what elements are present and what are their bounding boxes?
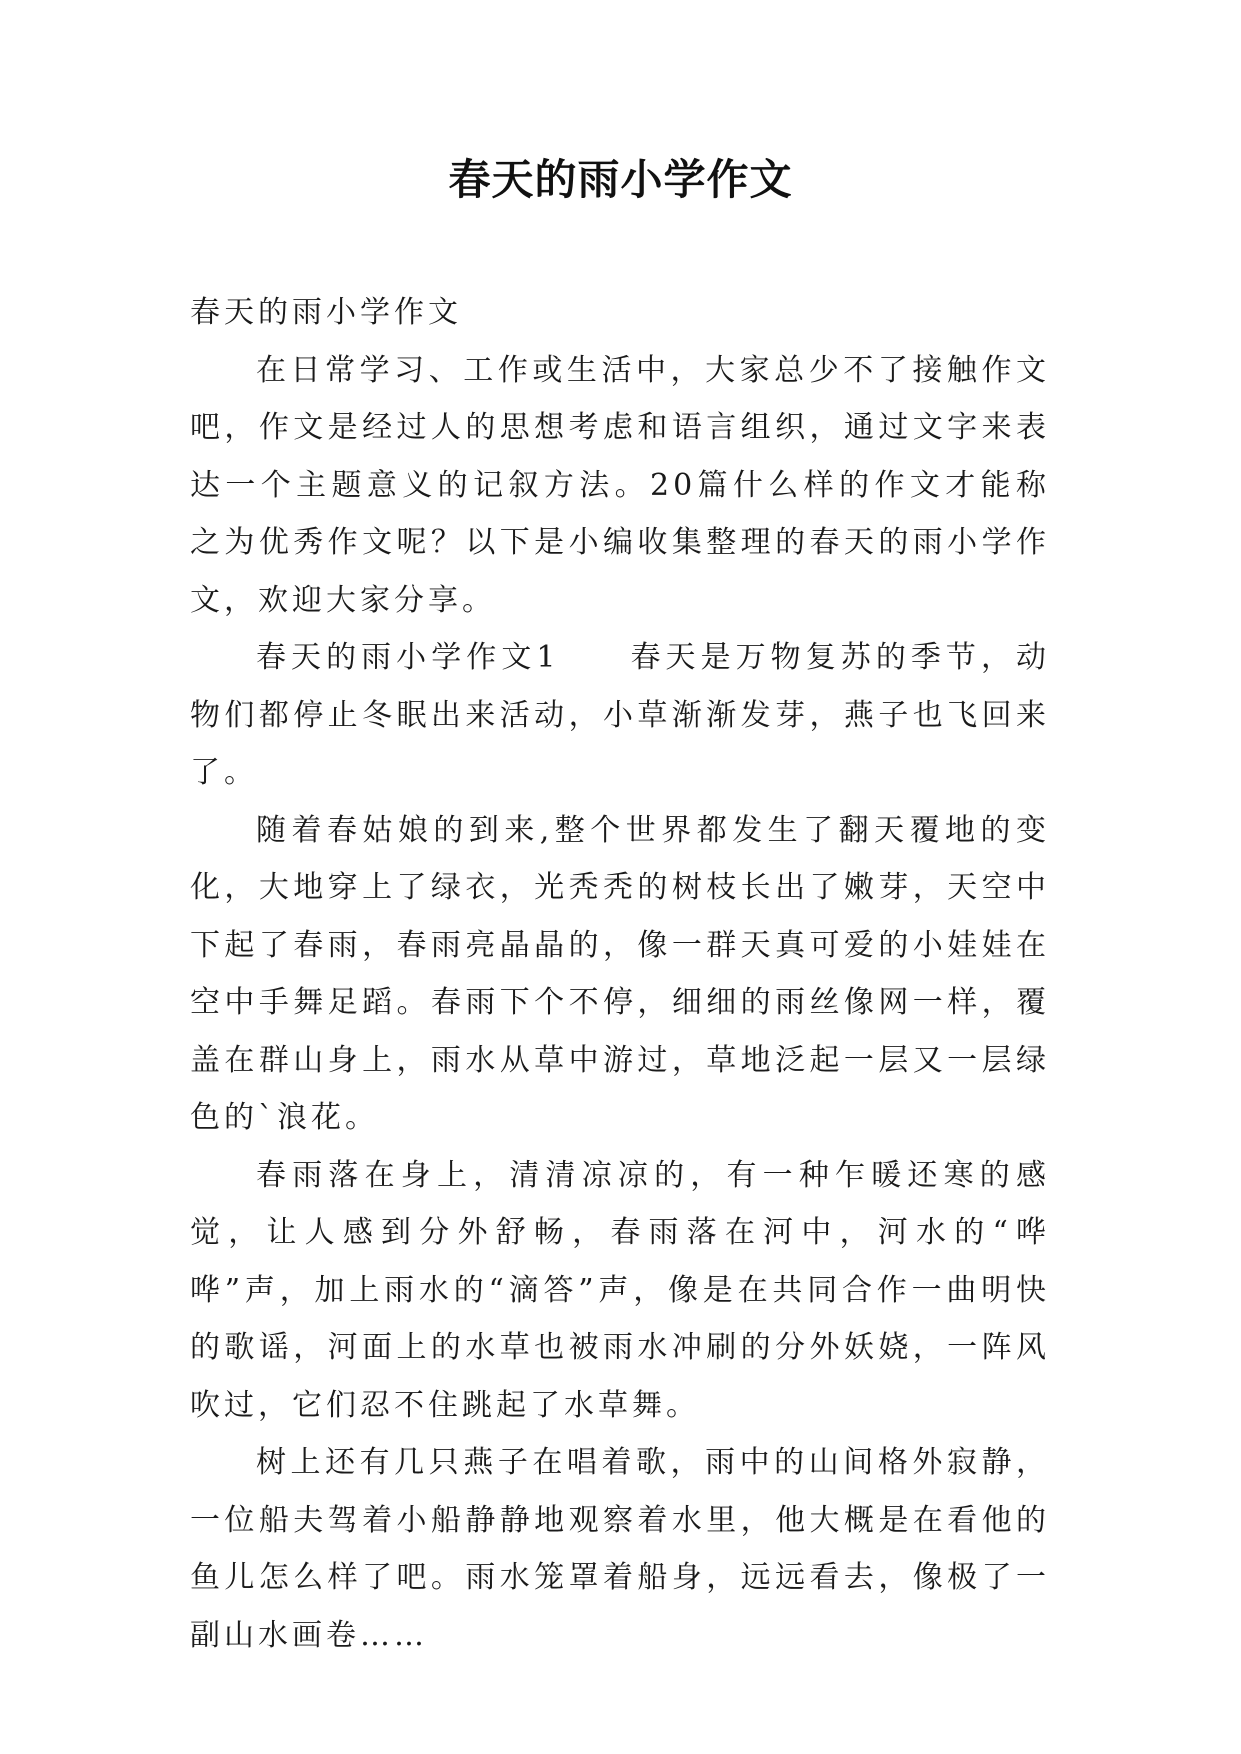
rain-on-river-paragraph: 春雨落在身上，清清凉凉的，有一种乍暖还寒的感觉，让人感到分外舒畅，春雨落在河中，河水的“哗哗”声，加上雨水的“滴答”声，像是在共同合作一曲明快的歌谣，河面上的水草也被雨水冲刷的分外妖娆，一阵风吹过，它们忍不住跳起了水草舞。 bbox=[190, 1157, 1050, 1423]
document-title: 春天的雨小学作文 bbox=[448, 155, 793, 204]
boatman-paragraph: 树上还有几只燕子在唱着歌，雨中的山间格外寂静，一位船夫驾着小船静静地观察着水里，他大概是在看他的鱼儿怎么样了吧。雨水笼罩着船身，远远看去，像极了一副山水画卷…… bbox=[190, 1445, 1050, 1653]
intro-paragraph: 在日常学习、工作或生活中，大家总少不了接触作文吧，作文是经过人的思想考虑和语言组织，通过文字来表达一个主题意义的记叙方法。20篇什么样的作文才能称之为优秀作文呢？以下是小编收集整理的春天的雨小学作文，欢迎大家分享。 bbox=[190, 352, 1050, 618]
spring-arrival-paragraph: 随着春姑娘的到来,整个世界都发生了翻天覆地的变化，大地穿上了绿衣，光秃秃的树枝长出了嫩芽，天空中下起了春雨，春雨亮晶晶的，像一群天真可爱的小娃娃在空中手舞足蹈。春雨下个不停，细细的雨丝像网一样，覆盖在群山身上，雨水从草中游过，草地泛起一层又一层绿色的`浪花。 bbox=[190, 812, 1050, 1135]
document-body bbox=[190, 284, 1050, 1664]
section-1-paragraph bbox=[190, 629, 1050, 802]
section-1-opening-text: 春天是万物复苏的季节，动物们都停止冬眠出来活动，小草渐渐发芽，燕子也飞回来了。 bbox=[190, 640, 1050, 790]
section-1-heading: 春天的雨小学作文1 bbox=[256, 640, 560, 675]
subtitle-paragraph: 春天的雨小学作文 bbox=[190, 295, 462, 330]
